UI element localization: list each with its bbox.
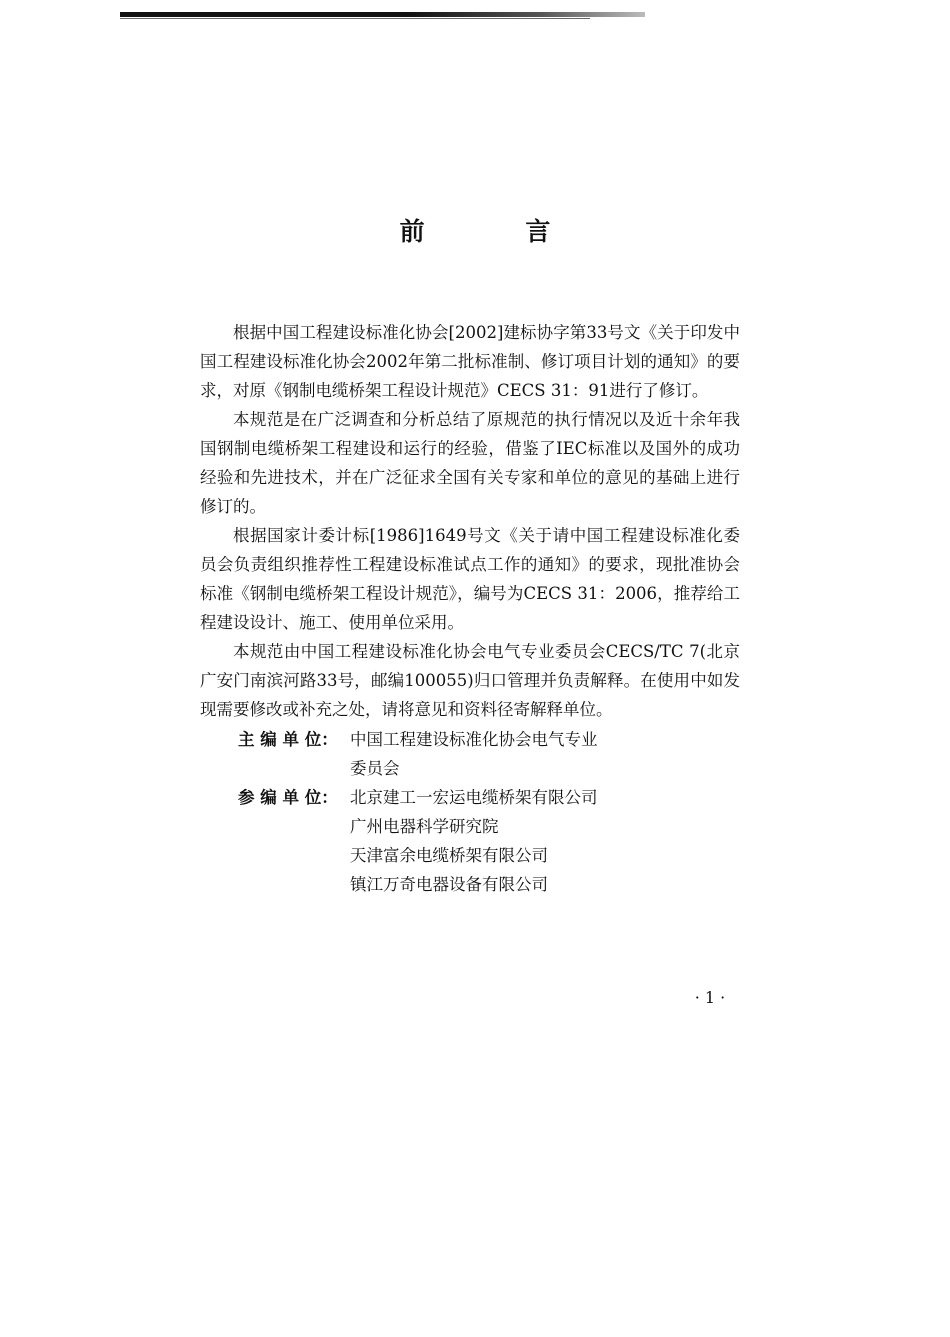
participating-editor-line: 镇江万奇电器设备有限公司 bbox=[350, 875, 548, 894]
chief-editor-list bbox=[350, 725, 740, 783]
participating-editors-list bbox=[350, 783, 740, 899]
paragraph-4: 本规范由中国工程建设标准化协会电气专业委员会CECS/TC 7(北京广安门南滨河路33号，邮编100055)归口管理并负责解释。在使用中如发现需要修改或补充之处，请将意见和资料径寄解释单位。 bbox=[200, 642, 740, 719]
chief-editor-label: 主 编 单 位： bbox=[238, 730, 338, 749]
paragraph-2: 本规范是在广泛调查和分析总结了原规范的执行情况以及近十余年我国钢制电缆桥架工程建设和运行的经验，借鉴了IEC标准以及国外的成功经验和先进技术，并在广泛征求全国有关专家和单位的意见的基础上进行修订的。 bbox=[200, 410, 740, 516]
page-title: 前 言 bbox=[399, 217, 597, 246]
top-rule bbox=[120, 12, 645, 17]
participating-editor-line: 天津富余电缆桥架有限公司 bbox=[350, 846, 548, 865]
participating-editors-row bbox=[200, 783, 740, 899]
editor-units bbox=[200, 725, 740, 899]
paragraph-1: 根据中国工程建设标准化协会[2002]建标协字第33号文《关于印发中国工程建设标准化协会2002年第二批标准制、修订项目计划的通知》的要求，对原《钢制电缆桥架工程设计规范》CECS 31：91进行了修订。 bbox=[200, 323, 740, 400]
participating-editor-line: 北京建工一宏运电缆桥架有限公司 bbox=[350, 788, 598, 807]
preface-body bbox=[200, 318, 740, 899]
participating-editors-label: 参 编 单 位： bbox=[238, 788, 338, 807]
paragraph-3: 根据国家计委计标[1986]1649号文《关于请中国工程建设标准化委员会负责组织推荐性工程建设标准试点工作的通知》的要求，现批准协会标准《钢制电缆桥架工程设计规范》，编号为CECS 31：2006，推荐给工程建设设计、施工、使用单位采用。 bbox=[200, 526, 740, 632]
chief-editor-line: 中国工程建设标准化协会电气专业 bbox=[350, 730, 598, 749]
participating-editor-line: 广州电器科学研究院 bbox=[350, 817, 499, 836]
chief-editor-line: 委员会 bbox=[350, 759, 400, 778]
top-rule-thin bbox=[120, 18, 590, 19]
chief-editor-row bbox=[200, 725, 740, 783]
page-number: · 1 · bbox=[694, 988, 726, 1007]
